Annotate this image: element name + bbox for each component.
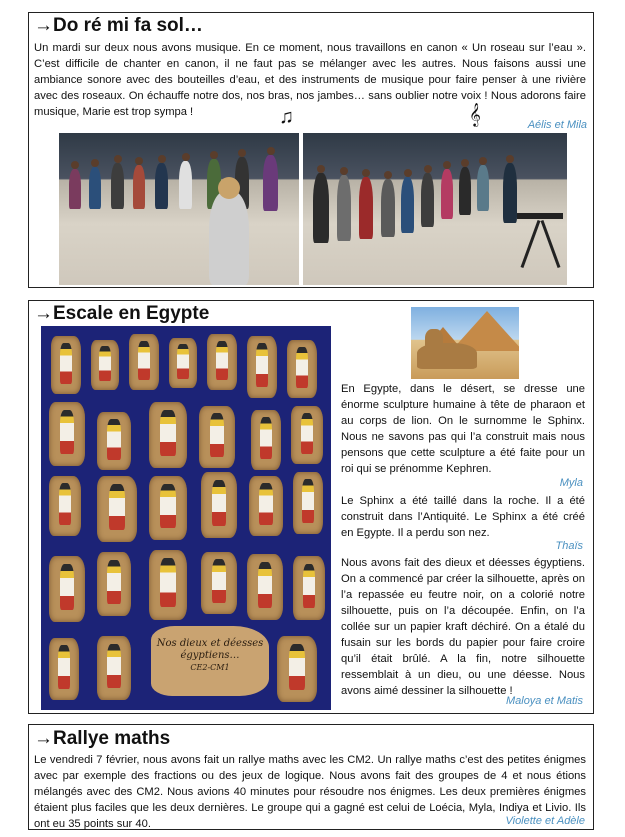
plaque-line-1: Nos dieux et déesses xyxy=(156,638,264,649)
egypt-sphinx-facts-text: Le Sphinx a été taillé dans la roche. Il a été construit dans l’Antiquité. Le Sphinx a été créé en Egypte. Il a perdu son nez. xyxy=(341,495,585,539)
music-section xyxy=(28,12,594,288)
egypt-author-myla: Myla xyxy=(559,477,583,489)
egypt-section xyxy=(28,300,594,714)
egypt-author-thais: Thaïs xyxy=(555,540,583,552)
rallye-title: →Rallye maths xyxy=(34,728,171,749)
rallye-author: Violette et Adèle xyxy=(505,815,585,827)
plaque-line-3: CE2-CM1 xyxy=(190,663,230,672)
music-author: Aélis et Mila xyxy=(527,119,587,131)
egypt-author-maloya-matis: Maloya et Matis xyxy=(505,695,583,707)
egypt-gods-fresco-photo xyxy=(41,326,331,710)
music-photo-choir xyxy=(303,133,567,285)
egypt-sphinx-text: En Egypte, dans le désert, se dresse une énorme sculpture humaine à tête de pharaon et au corps de lion. On le surnomme le Sphinx. Nous ne savons pas qui l’a construit mais nous pensons que cette sculpture a été faite pour un roi qui se prénomme Kephren. xyxy=(341,383,585,475)
treble-clef-icon: 𝄞 xyxy=(469,104,481,126)
rallye-text: Le vendredi 7 février, nous avons fait un rallye maths avec les CM2. Un rallye maths c’est des petites énigmes avec par exemple des fractions ou des jeux de logique. Nous avons fait des groupes de 4 et nous étions mélangés avec des CM2. Nous avions 40 minutes pour résoudre nos énigmes. Les deux premières énigmes étaient plus faciles que les deux dernières. Le groupe qui a gagné est celui de Loécia, Myla, Indiya et Livio. Ils ont eu 35 points sur 40. xyxy=(34,754,586,830)
music-title: →Do ré mi fa sol… xyxy=(34,15,203,36)
egypt-title: →Escale en Egypte xyxy=(34,303,210,324)
egypt-gods-text: Nous avons fait des dieux et déesses égyptiens. On a commencé par créer la silhouette, après on l’a repassée eu feutre noir, on a colorié notre silhouette, puis on l’a découpée. Enfin, on l’a collée sur un papier kraft déchiré. On a étalé du fusain sur les bords du papier pour faire croire qu’il était brûlé. A la fin, notre silhouette ressemblait à un dieu, ou une déesse. Nous avons aimé dessiner la silhouette ! xyxy=(341,557,585,697)
music-text: Un mardi sur deux nous avons musique. En ce moment, nous travaillons en canon « Un roseau sur l’eau ». C’est difficile de chanter en canon, il ne faut pas se mélanger avec les autres. Nous faisons aussi une ambiance sonore avec des bouteilles d’eau, et des instruments de musique pour faire penser à une rivière avec des roseaux. On échauffe notre dos, nos bras, nos jambes… sans oublier notre voix ! Nous adorons faire musique, Marie est trop sympa ! xyxy=(34,42,586,118)
fresco-title-plaque xyxy=(151,626,269,696)
music-photo-warmup xyxy=(59,133,299,285)
plaque-line-2: égyptiens… xyxy=(180,650,240,661)
rallye-section xyxy=(28,724,594,830)
music-note-icon: ♫ xyxy=(279,106,294,128)
sphinx-photo xyxy=(411,307,519,379)
